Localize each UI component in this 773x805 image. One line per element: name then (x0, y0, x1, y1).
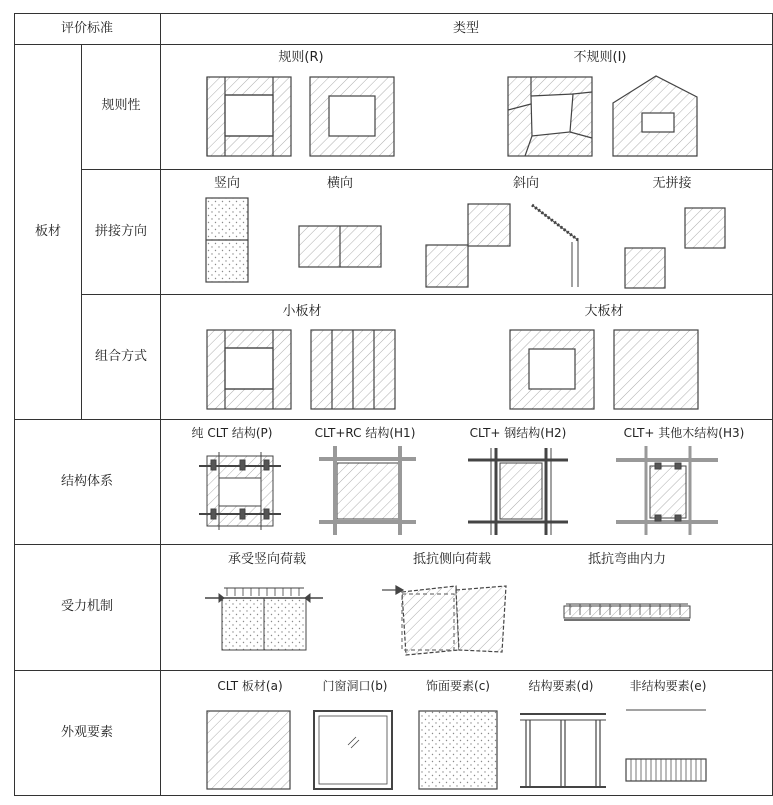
large-panel-icon-1 (510, 330, 594, 409)
splicing-label: 拼接方向 (94, 224, 148, 239)
small-panel-icon-1 (207, 330, 291, 409)
large-panel-label: 大板材 (584, 304, 624, 319)
irregular-panel-icon-1 (508, 77, 592, 156)
bending-label: 抵抗弯曲内力 (587, 552, 667, 567)
irregular-panel-icon-2 (613, 76, 697, 156)
header-criteria: 评价标准 (60, 21, 114, 36)
force-label: 受力机制 (60, 599, 114, 614)
appearance-a-label: CLT 板材(a) (217, 679, 283, 693)
pure-clt-structure-icon (199, 452, 281, 530)
structural-element-icon (520, 714, 606, 789)
structure-h3-label: CLT+ 其他木结构(H3) (623, 426, 745, 440)
no-splice-label: 无拼接 (652, 176, 692, 191)
small-panel-icon-2 (311, 330, 395, 409)
lateral-load-label: 抵抗侧向荷载 (412, 552, 492, 567)
appearance-d-label: 结构要素(d) (528, 679, 594, 693)
structure-label: 结构体系 (60, 474, 114, 489)
header-type: 类型 (452, 21, 480, 36)
structure-p-label: 纯 CLT 结构(P) (191, 426, 273, 440)
vertical-splice-label: 竖向 (213, 176, 241, 191)
irregular-label: 不规则(I) (573, 50, 627, 65)
regular-panel-icon-1 (207, 77, 291, 156)
horizontal-splice-label: 横向 (326, 176, 354, 191)
non-structural-element-icon (626, 710, 706, 781)
no-splice-icon (625, 208, 725, 288)
structure-h2-label: CLT+ 钢结构(H2) (469, 426, 567, 440)
regularity-label: 规则性 (101, 98, 141, 113)
opening-element-icon (314, 711, 392, 789)
appearance-c-label: 饰面要素(c) (426, 679, 490, 693)
bending-load-icon (564, 604, 690, 620)
regular-label: 规则(R) (278, 50, 324, 65)
clt-panel-element-icon (207, 711, 290, 789)
vertical-load-icon (205, 588, 323, 650)
small-panel-label: 小板材 (282, 304, 322, 319)
clt-other-timber-structure-icon (616, 446, 718, 535)
diagonal-splice-icon (426, 204, 578, 287)
large-panel-icon-2 (614, 330, 698, 409)
diagonal-splice-label: 斜向 (512, 176, 540, 191)
regular-panel-icon-2 (310, 77, 394, 156)
appearance-e-label: 非结构要素(e) (629, 679, 707, 693)
structure-h1-label: CLT+RC 结构(H1) (314, 426, 416, 440)
panel-label: 板材 (34, 224, 62, 239)
finish-element-icon (419, 711, 497, 789)
horizontal-splice-icon (299, 226, 381, 267)
vertical-load-label: 承受竖向荷载 (227, 552, 307, 567)
lateral-load-icon (382, 586, 506, 655)
vertical-splice-icon (206, 198, 248, 282)
combination-label: 组合方式 (94, 349, 148, 364)
appearance-label: 外观要素 (60, 725, 114, 740)
clt-steel-structure-icon (468, 448, 568, 535)
clt-rc-structure-icon (319, 446, 416, 535)
appearance-b-label: 门窗洞口(b) (322, 679, 388, 693)
